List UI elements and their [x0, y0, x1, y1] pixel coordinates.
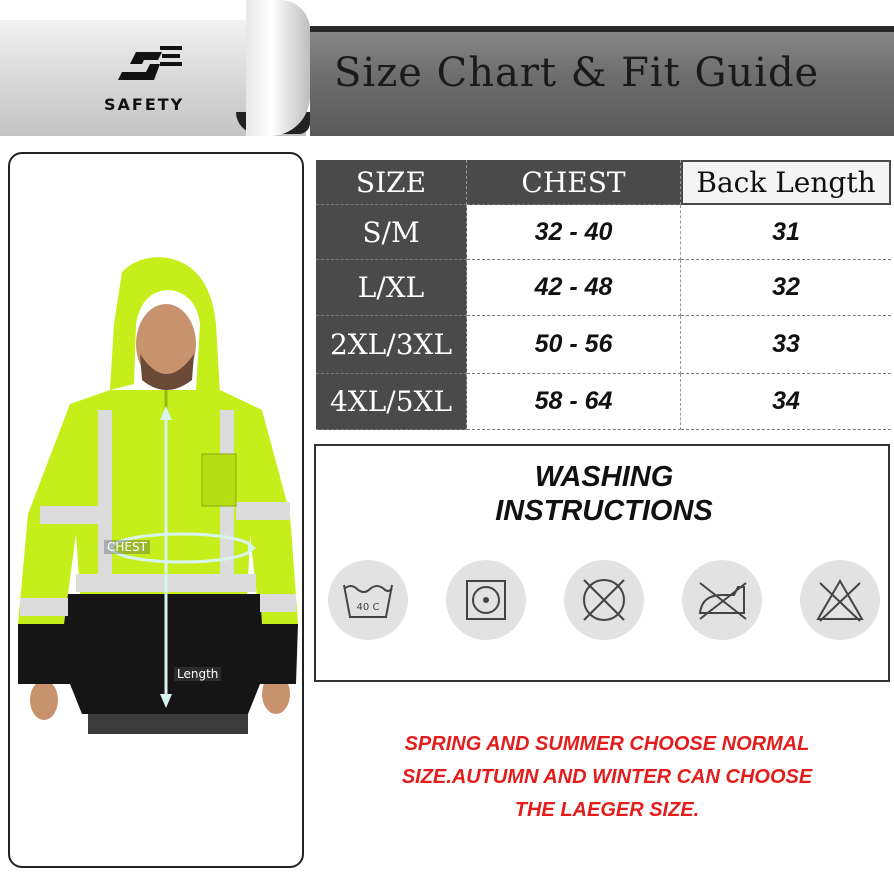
- header-chest: CHEST: [467, 160, 681, 205]
- back-length-cell: 34: [681, 374, 891, 430]
- season-note-line1: SPRING AND SUMMER CHOOSE NORMAL: [404, 733, 810, 755]
- size-cell: S/M: [316, 205, 467, 260]
- chest-cell: 42 - 48: [467, 260, 681, 316]
- brand-logo-text: SAFETY: [104, 95, 185, 114]
- table-row: [316, 374, 891, 430]
- chest-cell: 32 - 40: [467, 205, 681, 260]
- size-cell: 4XL/5XL: [316, 374, 467, 430]
- size-cell: 2XL/3XL: [316, 316, 467, 374]
- jacket-photo-panel: [8, 152, 304, 868]
- banner-curl: [246, 0, 310, 136]
- brand-logo-icon: [116, 42, 186, 86]
- size-cell: L/XL: [316, 260, 467, 316]
- jacket-illustration: [10, 154, 304, 868]
- do-not-dry-clean-icon: [564, 560, 644, 640]
- season-note-line2: SIZE.AUTUMN AND WINTER CAN CHOOSE: [401, 766, 813, 788]
- chest-cell: 58 - 64: [467, 374, 681, 430]
- size-chart-table: [316, 160, 891, 430]
- do-not-iron-icon: [682, 560, 762, 640]
- season-note-line3: THE LAEGER SIZE.: [514, 799, 700, 821]
- washing-instructions-box: [314, 444, 890, 682]
- page-title: Size Chart & Fit Guide: [334, 50, 820, 96]
- do-not-bleach-icon: [800, 560, 880, 640]
- table-header-row: [316, 160, 891, 205]
- chest-cell: 50 - 56: [467, 316, 681, 374]
- table-row: [316, 316, 891, 374]
- chest-measure-label: CHEST: [104, 540, 150, 554]
- washing-title-line1: WASHING: [534, 461, 674, 493]
- wash-40c-icon: [328, 560, 408, 640]
- table-row: [316, 260, 891, 316]
- washing-title-line2: INSTRUCTIONS: [495, 495, 713, 527]
- tumble-dry-icon: [446, 560, 526, 640]
- back-length-cell: 32: [681, 260, 891, 316]
- length-measure-label: Length: [174, 667, 221, 681]
- header-back-length: Back Length: [681, 160, 891, 205]
- header-banner: [0, 0, 894, 140]
- table-row: [316, 205, 891, 260]
- back-length-cell: 33: [681, 316, 891, 374]
- wash-temp-label: 40 C: [356, 602, 380, 613]
- back-length-cell: 31: [681, 205, 891, 260]
- header-size: SIZE: [316, 160, 467, 205]
